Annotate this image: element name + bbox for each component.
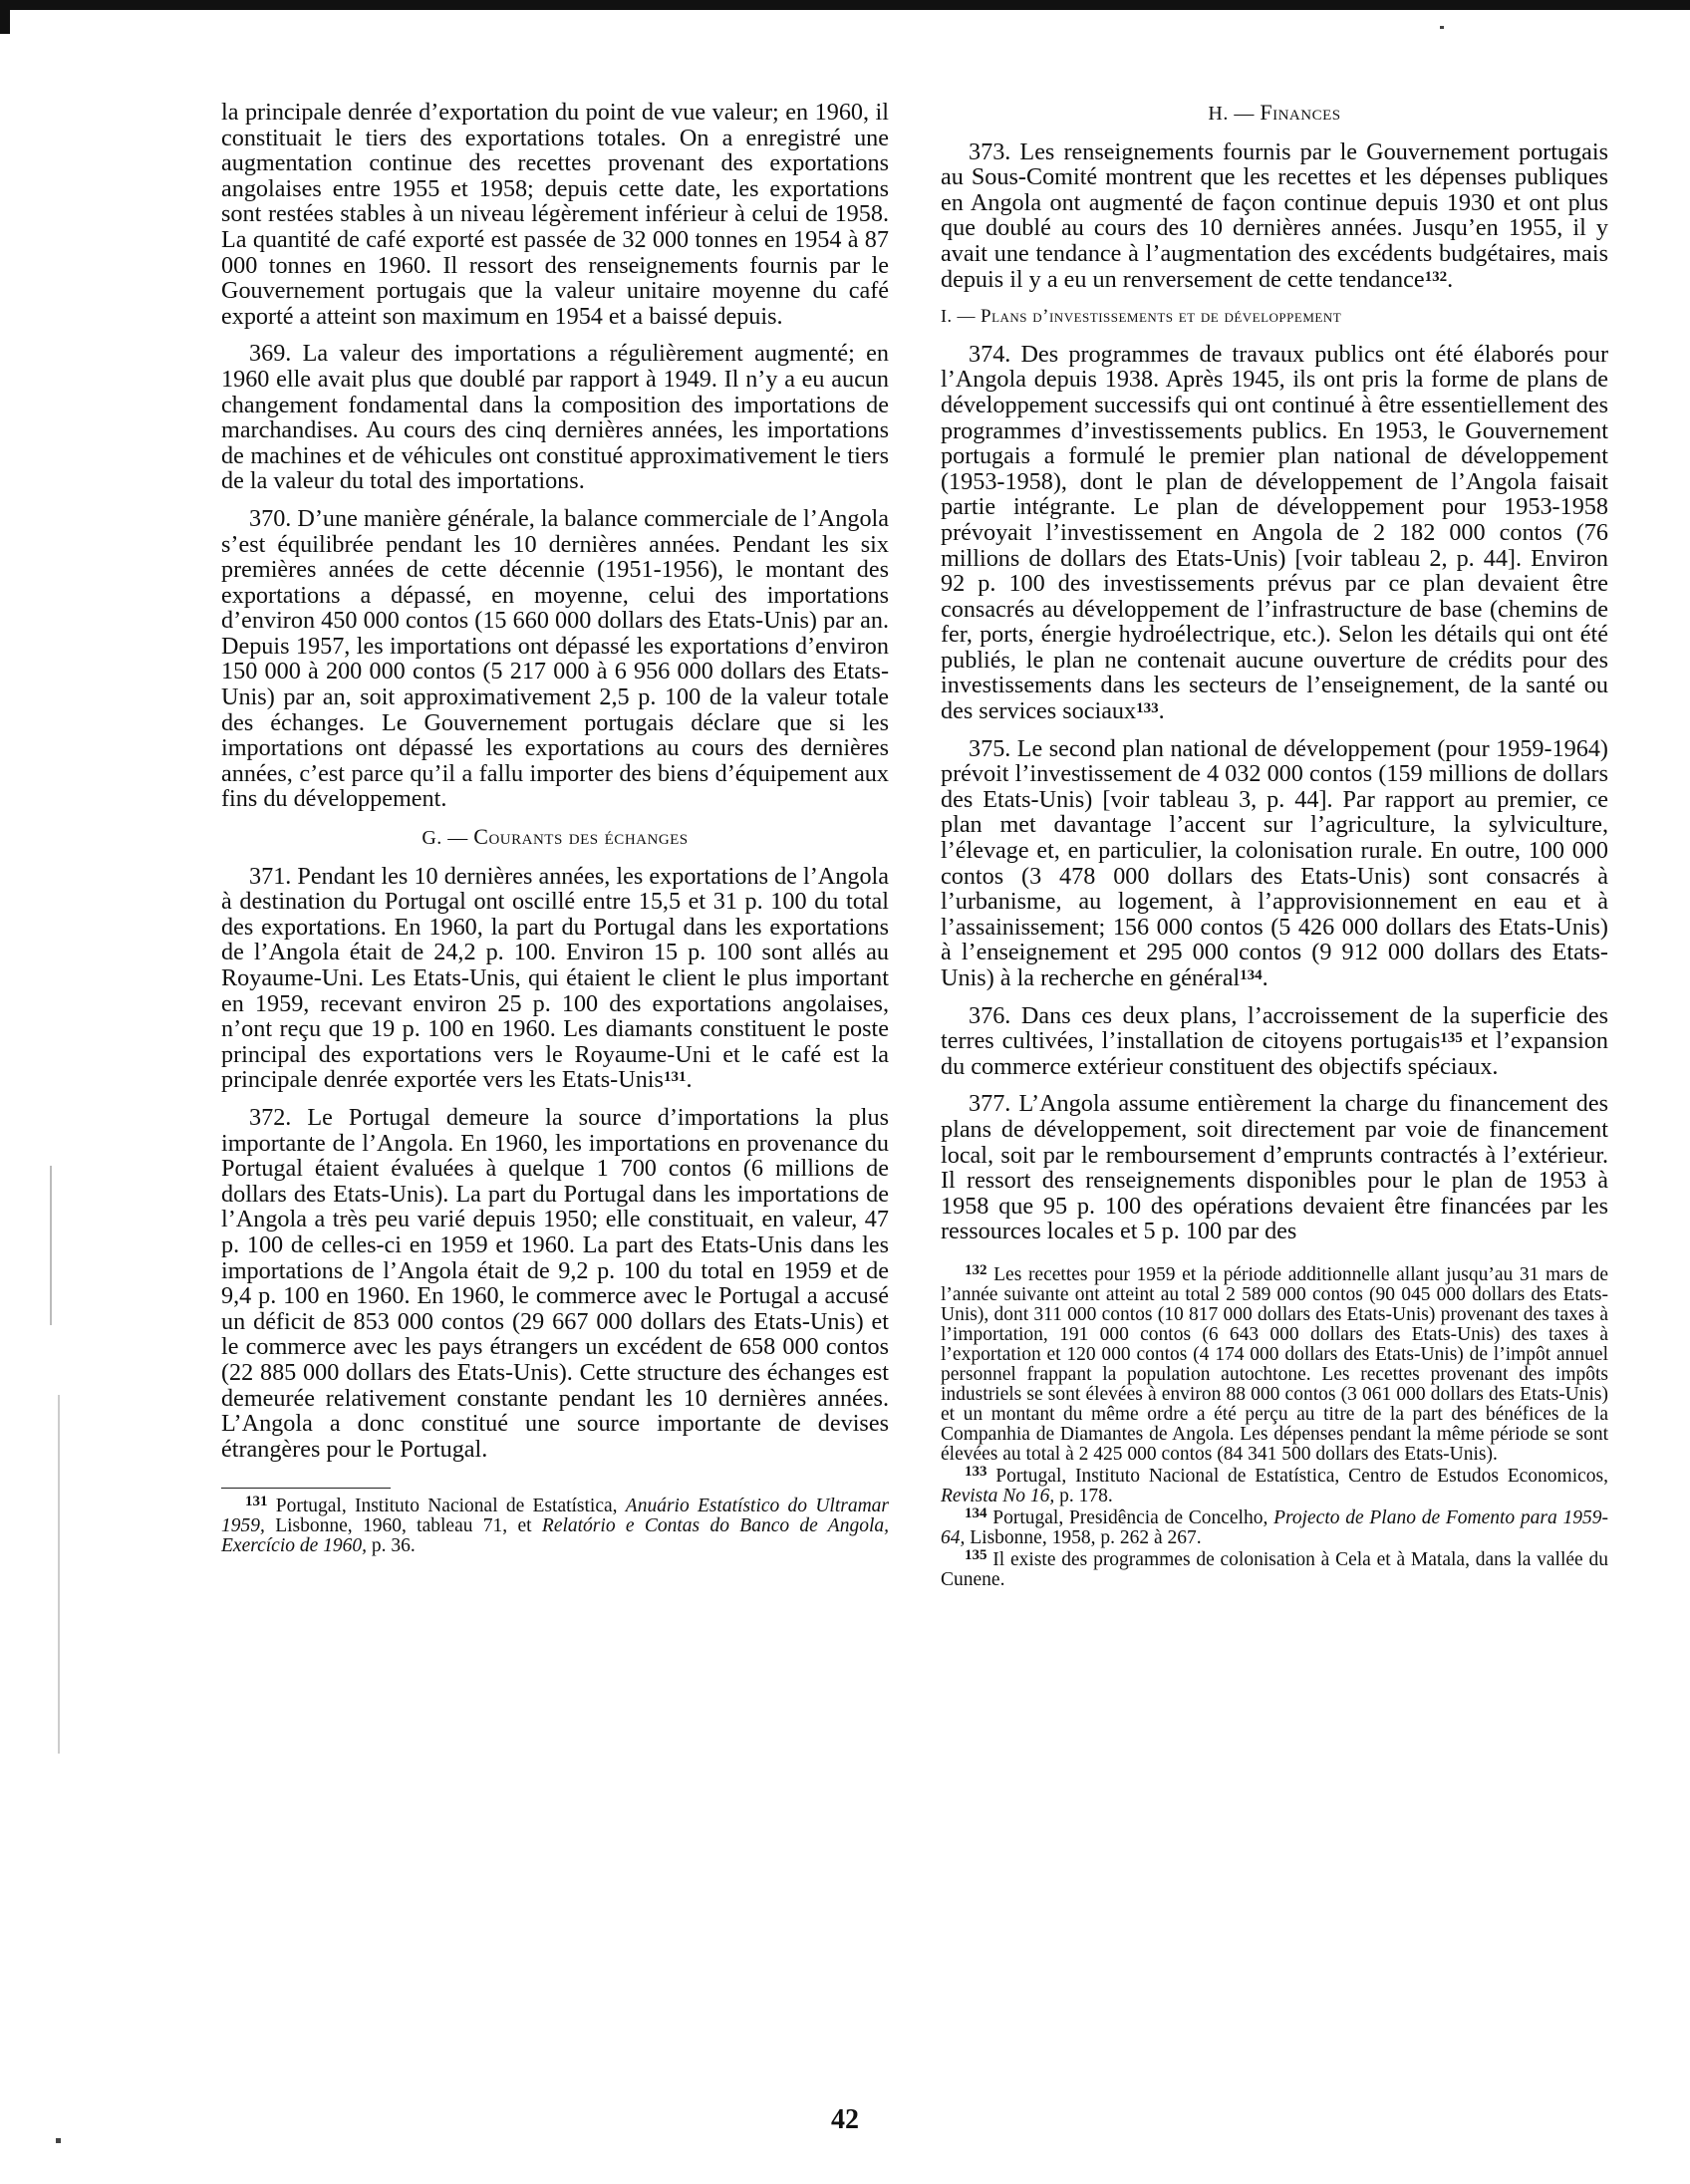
footnote-133-number: 133	[965, 1463, 987, 1480]
footnote-133	[941, 1463, 1608, 1506]
paragraph-376	[941, 1003, 1608, 1080]
footnote-134-text: Lisbonne, 1958, p. 262 à 267.	[965, 1526, 1202, 1548]
footnote-133-text: p. 178.	[1054, 1485, 1113, 1506]
left-column	[221, 100, 889, 1558]
paragraph-371-text: 371. Pendant les 10 dernières années, les exportations de l’Angola à destination du Portugal ont oscillé entre 15,5 et 31 p. 100 du total des exportations. En 1960, la part du Portugal dans les exportations de l’Angola était de 24,2 p. 100. Environ 15 p. 100 sont allés au Royaume-Uni. Les Etats-Unis, qui étaient le client le plus important en 1959, recevant environ 25 p. 100 des exportations angolaises, n’ont reçu que 19 p. 100 en 1960. Les diamants constituent le poste principal des exportations vers le Royaume-Uni et le café est la principale denrée exportée vers les Etats-Unis	[221, 862, 889, 1094]
scan-border-corner	[0, 10, 10, 34]
footnote-132-number: 132	[965, 1261, 987, 1278]
footnotes-left	[221, 1494, 890, 1557]
paragraph-375-text: 375. Le second plan national de développement (pour 1959-1964) prévoit l’investissement de 4 032 000 contos (159 millions de dollars des Etats-Unis) [voir tableau 3, p. 44]. Par rapport au premier, ce plan met davantage l’accent sur l’agriculture, la sylviculture, l’élevage et, en particulier, la colonisation rurale. En outre, 100 000 contos (3 478 000 dollars des Etats-Unis) sont consacrés à l’urbanisme, au logement, à l’approvisionnement en eau et à l’assainissement; 156 000 contos (5 426 000 dollars des Etats-Unis) à l’enseignement et 295 000 contos (9 912 000 dollars des Etats-Unis) à la recherche en général	[941, 734, 1608, 991]
paragraph-377: 377. L’Angola assume entièrement la charge du financement des plans de développement, soit directement par voie de financement local, soit par le remboursement d’emprunts contractés à l’extérieur. Il ressort des renseignements disponibles pour le plan de 1953 à 1958 que 95 p. 100 des opérations devaient être financées par les ressources locales et 5 p. 100 par des	[941, 1090, 1608, 1245]
right-column	[941, 100, 1608, 1592]
footnote-ref-132: 132	[1424, 268, 1448, 285]
paragraph-376-text-end: et l’expansion du commerce extérieur constituent des objectifs spéciaux.	[941, 1027, 1608, 1080]
page-number: 42	[831, 2104, 859, 2135]
scan-mark	[50, 1166, 52, 1325]
section-heading-h-prefix: H. —	[1208, 103, 1261, 125]
footnote-ref-131: 131	[663, 1069, 687, 1086]
footnote-134-text: Portugal, Presidência de Concelho,	[986, 1506, 1274, 1528]
footnote-131-text: p. 36.	[367, 1535, 416, 1557]
section-heading-i-title: Plans d’investissements et de développement	[981, 306, 1342, 328]
section-heading-h-title: Finances	[1260, 100, 1341, 125]
footnote-133-text: Portugal, Instituto Nacional de Estatística, Centro de Estudos Economicos,	[986, 1465, 1608, 1487]
footnote-132-text: Les recettes pour 1959 et la période additionnelle allant jusqu’au 31 mars de l’année suivante ont atteint au total 2 589 000 contos (90 045 000 dollars des Etats-Unis), dont 311 000 contos (10 817 000 dollars des Etats-Unis) provenant des taxes à l’importation, 191 000 contos (6 643 000 dollars des Etats-Unis) des taxes à l’exportation et 120 000 contos (4 174 000 dollars des Etats-Unis) de l’impôt annuel personnel frappant la population autochtone. Les recettes provenant des impôts industriels se sont élevées à environ 88 000 contos (3 061 000 dollars des Etats-Unis) et un montant du même ordre a été perçu au titre de la part des bénéfices de la Companhia de Diamantes de Angola. Les dépenses pendant la même période se sont élevées au total à 2 425 000 contos (84 341 500 dollars des Etats-Unis).	[941, 1263, 1608, 1465]
footnote-ref-134: 134	[1240, 967, 1263, 983]
footnote-ref-133: 133	[1136, 700, 1159, 717]
footnotes-right	[941, 1261, 1608, 1590]
paragraph-375-end: .	[1262, 964, 1268, 991]
section-heading-g-title: Courants des échanges	[473, 824, 689, 850]
paragraph-373-text: 373. Les renseignements fournis par le Gouvernement portugais au Sous-Comité montrent que les recettes et les dépenses publiques en Angola ont augmenté de façon continue depuis 1930 et ont plus que doublé au cours des 10 dernières années. Jusqu’en 1955, il y avait une tendance à l’augmentation des excédents budgétaires, mais depuis il y a eu un renversement de cette tendance	[941, 137, 1608, 293]
footnote-131-title: Relatório e Contas do Banco de Angola, Exercício de 1960,	[221, 1515, 890, 1557]
footnote-131-text: Portugal, Instituto Nacional de Estatística,	[267, 1496, 626, 1517]
footnote-131	[221, 1494, 890, 1557]
paragraph-370: 370. D’une manière générale, la balance commerciale de l’Angola s’est équilibrée pendant les 10 dernières années. Pendant les six premières années de cette décennie (1951-1956), le montant des exportations a dépassé, en moyenne, celui des importations d’environ 450 000 contos (15 660 000 dollars des Etats-Unis) par an. Depuis 1957, les importations ont dépassé les exportations d’environ 150 000 à 200 000 contos (5 217 000 à 6 956 000 dollars des Etats-Unis) par an, soit approximativement 2,5 p. 100 de la valeur totale des échanges. Le Gouvernement portugais déclare que si les importations ont dépassé les exportations au cours des dernières années, c’est parce qu’il a fallu importer des biens d’équipement aux fins du développement.	[221, 504, 889, 813]
paragraph-continuation: la principale denrée d’exportation du point de vue valeur; en 1960, il constituait le tiers des exportations totales. On a enregistré une augmentation continue des recettes provenant des exportations angolaises entre 1955 et 1958; depuis cette date, les exportations sont restées stables à un niveau légèrement inférieur à celui de 1958. La quantité de café exporté est passée de 32 000 tonnes en 1954 à 87 000 tonnes en 1960. Il ressort des renseignements fournis par le Gouvernement portugais que la valeur unitaire moyenne du café exporté a atteint son maximum en 1954 et a baissé depuis.	[221, 99, 889, 330]
paragraph-373	[941, 139, 1608, 293]
footnote-131-number: 131	[245, 1494, 268, 1510]
footnote-135-number: 135	[965, 1546, 987, 1563]
paragraph-373-end: .	[1447, 265, 1454, 293]
paragraph-376-text: 376. Dans ces deux plans, l’accroissement de la superficie des terres cultivées, l’installation de citoyens portugais	[941, 1001, 1608, 1055]
paragraph-375	[941, 736, 1608, 991]
scan-border-top	[0, 0, 1690, 10]
paragraph-374	[941, 342, 1608, 724]
footnote-133-title: Revista No 16,	[941, 1485, 1055, 1506]
paragraph-371	[221, 864, 889, 1093]
section-heading-g	[221, 824, 889, 852]
footnote-135	[941, 1546, 1608, 1590]
footnote-131-text: Lisbonne, 1960, tableau 71, et	[264, 1515, 542, 1537]
scan-mark	[58, 1395, 60, 1754]
paragraph-374-end: .	[1158, 697, 1165, 725]
section-heading-g-prefix: G. —	[422, 827, 474, 850]
paragraph-374-text: 374. Des programmes de travaux publics ont été élaborés pour l’Angola depuis 1938. Après 1945, ils ont pris la forme de plans de développement successifs qui ont continué à être essentiellement des programmes d’investissements publics. En 1953, le Gouvernement portugais a formulé le premier plan national de développement (1953-1958), dont le plan de développement de l’Angola faisait partie intégrante. Le plan de développement pour 1953-1958 prévoyait l’investissement en Angola de 2 182 000 contos (76 millions de dollars des Etats-Unis) [voir tableau 2, p. 44]. Environ 92 p. 100 des investissements prévus par ce plan devaient être consacrés au développement de l’infrastructure de base (chemins de fer, ports, énergie hydroélectrique, etc.). Selon les détails qui ont été publiés, le plan ne contenait aucune ouverture de crédits pour des investissements dans les secteurs de l’enseignement, de la santé ou des services sociaux	[941, 340, 1608, 725]
paragraph-372: 372. Le Portugal demeure la source d’importations la plus importante de l’Angola. En 1960, les importations en provenance du Portugal étaient évaluées à quelque 1 700 contos (6 millions de dollars des Etats-Unis). La part du Portugal dans les importations de l’Angola a très peu varié depuis 1950; elle constituait, en valeur, 47 p. 100 de celles-ci en 1959 et 1960. La part des Etats-Unis dans les importations de l’Angola était de 9,2 p. 100 du total en 1959 et de 9,4 p. 100 en 1960. En 1960, le commerce avec le Portugal a accusé un déficit de 853 000 contos (29 667 000 dollars des Etats-Unis) et le commerce avec les pays étrangers un excédent de 658 000 contos (22 885 000 dollars des Etats-Unis). Cette structure des échanges est demeurée relativement constante pendant les 10 dernières années. L’Angola a donc constitué une source importante de devises étrangères pour le Portugal.	[221, 1103, 889, 1463]
section-heading-i-prefix: I. —	[941, 306, 981, 327]
footnote-131-title: Anuário Estatístico do Ultramar 1959,	[221, 1496, 889, 1537]
footnote-132	[941, 1261, 1608, 1465]
footnote-ref-135: 135	[1440, 1030, 1463, 1047]
footnote-135-text: Il existe des programmes de colonisation à Cela et à Matala, dans la vallée du Cunene.	[941, 1548, 1608, 1590]
footnote-134-title: Projecto de Plano de Fomento para 1959-64,	[941, 1506, 1608, 1548]
footnote-134-number: 134	[965, 1504, 987, 1521]
footnote-134	[941, 1504, 1608, 1548]
paragraph-369: 369. La valeur des importations a régulièrement augmenté; en 1960 elle avait plus que doublé par rapport à 1949. Il n’y a eu aucun changement fondamental dans la composition des importations de marchandises. Au cours des cinq dernières années, les importations de machines et de véhicules ont constitué approximativement le tiers de la valeur du total des importations.	[221, 340, 889, 495]
scan-mark	[1440, 26, 1444, 29]
paragraph-371-end: .	[686, 1066, 693, 1094]
section-heading-h	[941, 100, 1608, 128]
scan-mark	[56, 2138, 61, 2143]
footnote-rule	[221, 1488, 391, 1489]
section-heading-i	[941, 304, 1608, 330]
